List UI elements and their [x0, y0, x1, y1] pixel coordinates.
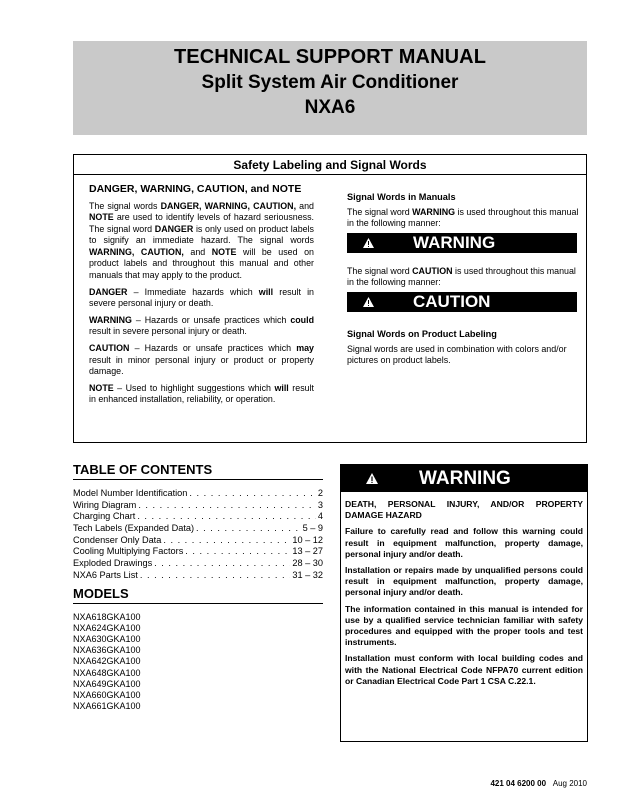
models-list	[73, 612, 323, 713]
warning-paragraph: Installation must conform with local building codes and with the National Electrical Code NFPA70 current edition or Canadian Electrical Code Part 1 CSA C.22.1.	[345, 653, 583, 686]
toc-entry	[73, 570, 323, 582]
document-date: Aug 2010	[552, 779, 587, 788]
toc-entry-label: Model Number Identification	[73, 488, 188, 498]
toc-leader-dots	[138, 500, 316, 512]
models-heading: MODELS	[73, 585, 129, 601]
model-number: NXA636GKA100	[73, 645, 141, 656]
toc-entry	[73, 523, 323, 535]
toc-entry-label: Charging Chart	[73, 511, 136, 522]
model-number: NXA649GKA100	[73, 678, 141, 689]
manuals-heading: Signal Words in Manuals	[347, 192, 456, 202]
warning-box-word: WARNING	[419, 468, 511, 489]
danger-definition: DANGER – Immediate hazards which will result in severe personal injury or death.	[89, 286, 314, 309]
toc-entry-label: NXA6 Parts List	[73, 569, 138, 580]
caution-signal-word: CAUTION	[413, 291, 491, 311]
caution-usage-text: The signal word CAUTION is used throughout this manual in the following manner:	[347, 265, 576, 288]
footer	[490, 779, 587, 788]
toc-entry	[73, 558, 323, 570]
toc-entry-page: 3	[317, 499, 323, 510]
model-number: NXA618GKA100	[73, 611, 141, 622]
toc-leader-dots	[140, 570, 290, 582]
manual-title: TECHNICAL SUPPORT MANUAL	[173, 46, 487, 68]
model-number: NXA660GKA100	[73, 689, 141, 700]
definitions-heading: DANGER, WARNING, CAUTION, and NOTE	[89, 183, 302, 195]
divider	[73, 479, 323, 480]
labeling-text: Signal words are used in combination with colors and/or pictures on product labels.	[347, 343, 567, 366]
toc-entry-page: 4	[317, 511, 323, 522]
toc-leader-dots	[189, 488, 315, 500]
toc-leader-dots	[163, 535, 290, 547]
toc-entry	[73, 488, 323, 500]
divider	[73, 603, 323, 604]
warning-triangle-icon	[363, 297, 374, 307]
toc-entry-label: Condenser Only Data	[73, 534, 162, 545]
toc-entry-page: 5 – 9	[302, 523, 323, 534]
warning-triangle-icon	[363, 238, 374, 248]
toc-entry-page: 10 – 12	[292, 534, 323, 545]
caution-definition: CAUTION – Hazards or unsafe practices which may result in minor personal injury or product or property damage.	[89, 343, 314, 377]
warning-paragraph: Failure to carefully read and follow this warning could result in equipment malfunction, property damage, personal injury and/or death.	[345, 526, 583, 559]
safety-title: Safety Labeling and Signal Words	[233, 158, 427, 172]
manual-header	[73, 41, 587, 135]
toc-entry	[73, 546, 323, 558]
note-definition: NOTE – Used to highlight suggestions which will result in enhanced installation, reliability, or operation.	[89, 382, 315, 405]
toc-entry-page: 28 – 30	[292, 558, 323, 569]
model-number: NXA642GKA100	[73, 656, 141, 667]
toc-heading: TABLE OF CONTENTS	[73, 462, 213, 477]
signal-words-definitions	[89, 183, 314, 411]
model-number: NXA648GKA100	[73, 667, 141, 678]
warning-paragraph: Installation or repairs made by unqualified persons could result in equipment malfunction, property damage, personal injury and/or death.	[345, 565, 583, 598]
caution-signal-bar	[347, 292, 577, 312]
toc-entry	[73, 535, 323, 547]
warning-signal-bar	[347, 233, 577, 253]
toc-entry-page: 13 – 27	[292, 546, 323, 557]
hazard-heading: DEATH, PERSONAL INJURY, AND/OR PROPERTY DAMAGE HAZARD	[345, 499, 583, 521]
warning-box-bar	[341, 465, 587, 492]
warning-usage-text: The signal word WARNING is used throughout this manual in the following manner:	[347, 206, 579, 229]
toc-entry-page: 31 – 32	[292, 569, 323, 580]
signal-words-usage	[347, 192, 579, 367]
document-number: 421 04 6200 00	[490, 779, 547, 788]
warning-box-body	[341, 492, 587, 687]
toc-entry-page: 2	[317, 488, 323, 498]
toc-leader-dots	[137, 511, 316, 523]
model-number: NXA661GKA100	[73, 701, 141, 712]
toc-leader-dots	[154, 558, 290, 570]
safety-labeling-box	[73, 154, 587, 443]
labeling-heading: Signal Words on Product Labeling	[347, 328, 497, 339]
warning-signal-word: WARNING	[413, 232, 496, 252]
models-section	[73, 586, 323, 713]
toc-entry-label: Exploded Drawings	[73, 558, 153, 569]
model-series: NXA6	[304, 97, 356, 118]
warning-box	[340, 464, 588, 742]
toc-leader-dots	[185, 546, 290, 558]
toc-leader-dots	[196, 523, 301, 535]
toc-entry	[73, 511, 323, 523]
manual-subtitle: Split System Air Conditioner	[201, 72, 459, 93]
toc-entry-label: Wiring Diagram	[73, 499, 137, 510]
toc-entry-label: Tech Labels (Expanded Data)	[73, 523, 195, 534]
model-number: NXA630GKA100	[73, 633, 141, 644]
warning-definition: WARNING – Hazards or unsafe practices which could result in severe personal injury or death.	[89, 314, 314, 337]
table-of-contents	[73, 462, 323, 712]
definitions-intro: The signal words DANGER, WARNING, CAUTION, and NOTE are used to identify levels of hazard seriousness. The signal word DANGER is only used on product labels to signify an immediate hazard. The signal words WARNING, CAUTION, and NOTE will be used on product labels and throughout this manual and other manuals that may apply to the product.	[89, 200, 314, 281]
warning-paragraph: The information contained in this manual is intended for use by a qualified service technician familiar with safety procedures and equipped with the proper tools and test instruments.	[345, 603, 583, 648]
warning-triangle-icon	[366, 473, 378, 484]
model-number: NXA624GKA100	[73, 622, 141, 633]
divider	[74, 174, 586, 175]
toc-entry-label: Cooling Multiplying Factors	[73, 546, 184, 557]
toc-entry	[73, 500, 323, 512]
toc-list	[73, 488, 323, 582]
